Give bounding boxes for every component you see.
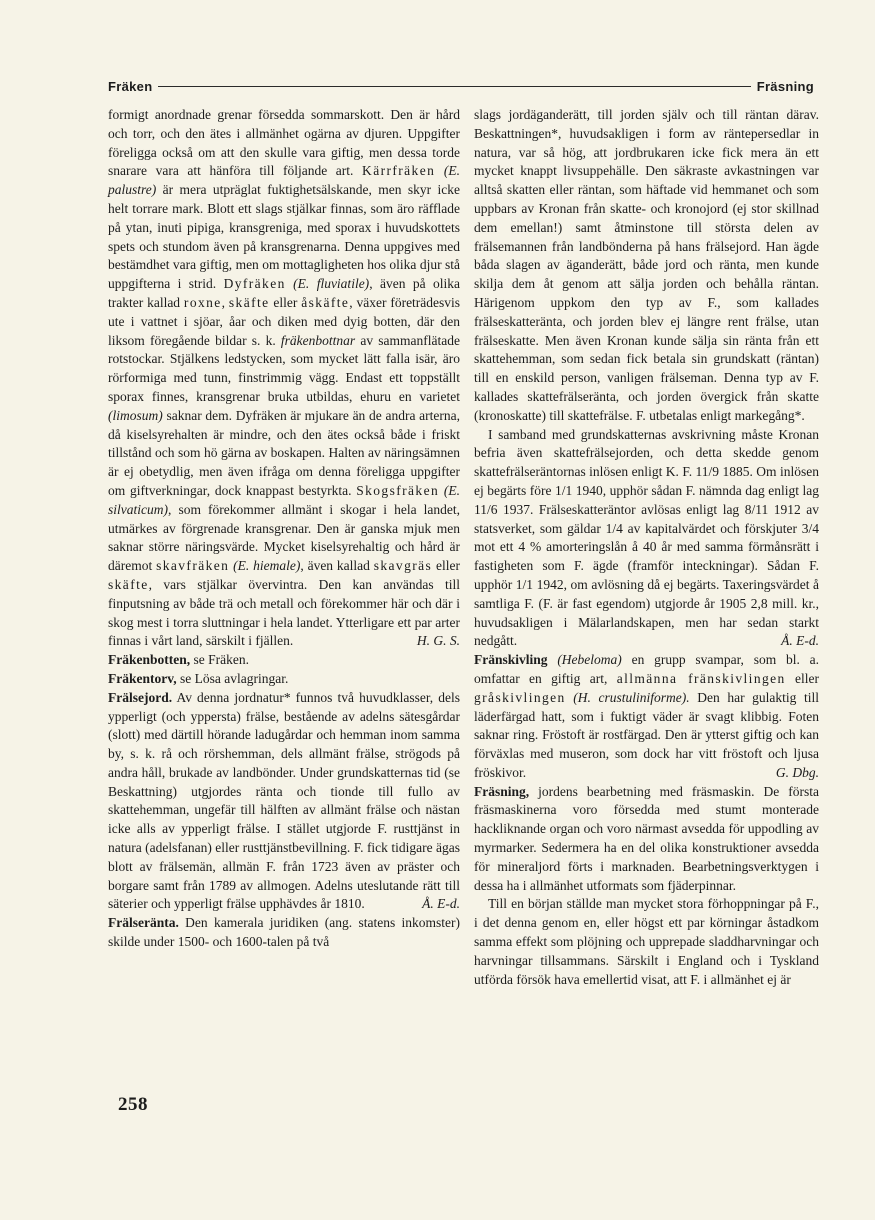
entry-text: , som förekommer allmänt i skogar i hela landet, utmärkes av förgrenade kransgrenar. Den är ganska mjuk men saknar större näringsvärde. Mycket kiselsyrehaltig och hård är däremot — [108, 501, 460, 574]
latin-name: (E. fluviatile) — [293, 276, 370, 292]
vernacular-name: roxne — [183, 294, 222, 310]
entry-text: av sammanflätade rotstockar. Stjälkens ledstycken, som mycket lätt falla isär, äro rörformiga med tunn, finstrimmig vägg. Endast ett toppställt sporax finnes, kransgrenar bruka utbildas, ehuru en varietet — [108, 332, 460, 404]
headword: Fränskivling — [474, 652, 548, 668]
entry-text: se Lösa avlagringar. — [180, 670, 289, 686]
entry-text: formigt anordnade grenar försedda sommarskott. Den är hård och torr, och den ätes i allmänhet ogärna av djuren. Uppgifter föreligga också om att den skulle vara giftig, men dessa torde snarare vara att hänföra till följande art. — [108, 107, 460, 179]
right-column — [474, 106, 819, 989]
latin-name: (E. hiemale) — [233, 558, 301, 574]
latin-name: (Hebeloma) — [557, 652, 622, 668]
entry-text: eller — [795, 670, 820, 686]
headword: Frälsejord. — [108, 689, 173, 705]
entry-text: Av denna jordnatur* funnos två huvudklasser, dels ypperligt (och yppersta) frälse, bestående av adelns sätesgårdar (slott) med därtill hörande ladugårdar och hemman inom samma by, s. k. rå och rörshemman, dels allmänt frälse, strögods på andra håll, brukade av landbönder. Under grundskatternas tid (se Beskattning) utgjordes ränta och tionde till fullo av skattehemman, ungefär till hälften av allmänt frälse och nästan icke alls av ypperligt frälse. I stället utgjorde F. rusttjänst in natura (adelsfanan) eller rusttjänstbevillning. F. fick tidigare ägas blott av frälsemän, allmän F. från 1723 även av präster och borgare samt från 1789 av allmogen. Adelns uteslutande rätt till säterier och ypperligt frälse upphävdes år 1810. — [108, 689, 460, 912]
entry-text: slags jordäganderätt, till jorden själv och till räntan därav. Beskattningen*, huvudsakligen i form av räntepersedlar in natura, var så hög, att jordbrukaren icke fick mera än ett mycket knappt livsuppehälle. Den säkraste avkastningen var alltså skatten eller räntan, som häftade vid hemmanet och som uppbars av Kronan från skatte- och kronojord (ej stor skillnad dem emellan!) samt åtminstone till största delen av frälsemannen från landbönderna på hans frälsejord. Han ägde båda slagen av äganderätt, både jord och ränta, men kunde skilja dem åt genom att sälja jorden och behålla räntan. Härigenom uppkom den typ av F., som kallades frälseskatteränta, och jorden blev ej längre rent frälse, utan frälseskatte. Men även Kronan kunde sälja sin ränta från ett skattehemman, som sedan fick betala sin grundskatt (räntan) till en enskild person, vanligen frälseman. Denna typ av F. kallades skattefrälseränta, och jorden övergick från skatte (kronoskatte) till skattefrälse. F. utbetalas enligt markegång*. — [474, 107, 819, 423]
entry-text: en grupp svampar, som bl. a. omfattar en giftig art, — [474, 652, 820, 686]
author-signature: Å. E-d. — [422, 896, 460, 912]
entry-text: , även på olika trakter kallad — [108, 276, 460, 310]
latin-name: (E. silvaticum) — [108, 482, 460, 517]
entry-text: , vars stjälkar övervintra. Den kan användas till finputsning av både trä och metall och förekommer här och där i skog mest i torra sluttningar i hela landet. Ytterligare ett par arter finnas i vårt land, särskilt i fjällen. — [108, 576, 460, 649]
entry-frasning — [474, 783, 819, 896]
vernacular-name: allmänna fränskivlingen — [616, 670, 786, 686]
entry-text: eller — [273, 294, 298, 310]
vernacular-name: skäfte — [108, 576, 149, 592]
species-name: Skogsfräken — [356, 482, 440, 498]
species-name: Kärrfräken — [362, 163, 436, 179]
entry-text: eller — [436, 558, 460, 574]
vernacular-name: skavgräs — [373, 558, 433, 574]
entry-fralseranta-paragraph — [474, 426, 819, 652]
left-column — [108, 106, 460, 952]
entry-fraken-continued — [108, 106, 460, 651]
entry-fralseranta-continued — [474, 106, 819, 426]
vernacular-name: skäfte — [228, 294, 270, 310]
vernacular-name: åskäfte — [301, 294, 350, 310]
entry-frakentorv — [108, 670, 460, 689]
headword: Frälseränta. — [108, 915, 179, 931]
header-rule — [158, 86, 750, 87]
author-signature: H. G. S. — [416, 633, 460, 649]
running-header — [108, 76, 814, 96]
headword: Fräsning, — [474, 783, 530, 799]
author-signature: Å. E-d. — [781, 633, 819, 649]
entry-frakenbotten — [108, 651, 460, 670]
header-left-word: Fräken — [108, 78, 153, 94]
entry-text: är mera utpräglat fuktighetsälskande, men skyr icke helt torrare mark. Blott ett slags stjälkar finnas, som äro räfflade på ytan, inuti pipiga, kransgreniga, med sporax i huvudskottets spets och stundom även på kransgrenarna. Denna uppgives med bestämdhet vara giftig, men om mottagligheten hos olika djur stå uppgifterna i strid. — [108, 182, 460, 292]
entry-frasning-paragraph — [474, 895, 819, 989]
vernacular-name: gråskivlingen — [474, 689, 566, 705]
headword: Fräkenbotten, — [108, 652, 191, 668]
author-signature: G. Dbg. — [775, 764, 819, 780]
entry-text: I samband med grundskatternas avskrivning måste Kronan befria även skattefrälsejorden, och detta skedde genom skattefrälseräntornas inlösen enligt K. F. 11/9 1885. Om inlösen ej begärts före 1/1 1940, upphör sådan F. nämnda dag enligt lag 11/6 1937. Frälseskatteräntor avlösas enligt lag 8/11 1912 av statsverket, som gäldar 1/4 av kapitalvärdet och förskjuter 3/4 mot ett 4 % amorteringslån å 40 år med samma förmånsrätt i fastigheten som F. ägde (framför inteckningar). Sådan F. upphör 1/1 1942, om avlösning då ej begärts. Taxeringsvärdet å samtliga F. (F. är fast egendom) utgjorde år 1905 2,8 mill. kr., huvudsakligen i Mälarlandskapen, men har sedan starkt nedgått. — [474, 426, 819, 649]
entry-text: saknar dem. Dyfräken är mjukare än de andra arterna, då kiselsyrehalten är mindre, och den ätes också både i friskt tillstånd och som hö gärna av boskapen. Halten av näringsämnen är ej obetydlig, men även ifråga om denna föreligga uppgifter om giftverkningar, dock knappast bestyrkta. — [108, 407, 460, 498]
entry-text: Till en början ställde man mycket stora förhoppningar på F., i det denna genom en, eller högst ett par körningar åstadkom samma effekt som plöjning och upprepade sladdharvningar och harvningar tillsammans. Särskilt i England och i Tyskland utförda försök hava emellertid visat, att F. i allmänhet ej är — [474, 896, 819, 987]
latin-name: (H. crustuliniforme). — [573, 689, 690, 705]
entry-text: , växer företrädesvis ute i vattnet i sjöar, åar och diken med dyig botten, där den liksom föregående bildar s. k. — [108, 294, 461, 348]
header-right-word: Fräsning — [756, 78, 814, 94]
punctuation: , — [221, 294, 226, 310]
species-name: skavfräken — [156, 558, 230, 574]
entry-text: se Fräken. — [193, 652, 249, 668]
entry-text: Den kamerala juridiken (ang. statens inkomster) skilde under 1500- och 1600-talen på två — [108, 915, 460, 950]
term: fräkenbottnar — [280, 332, 356, 348]
entry-text: jordens bearbetning med fräsmaskin. De första fräsmaskinerna voro försedda med stumt monterade hackliknande organ och voro närmast avsedda för uppodling av myrmarker. Sedermera ha en del olika konstruktioner avsedda för mineraljord förts i marknaden. Bearbetningsverktygen i dessa ha i allmänhet utformats som fjäderpinnar. — [474, 783, 820, 893]
page-number: 258 — [118, 1094, 148, 1115]
latin-name: (E. palustre) — [108, 163, 460, 198]
entry-text: , även kallad — [300, 558, 370, 574]
species-name: Dyfräken — [223, 276, 286, 292]
entry-text: Den har gulaktig till läderfärgad hatt, som i fuktigt väder är svagt klibbig. Foten saknar ring. Fröstoft är rostfärgad. Den är ytterst giftig och kan förväxlas med museron, som dock har vitt fröstoft och ljusa fröskivor. — [474, 689, 820, 780]
entry-fralseranta — [108, 914, 460, 952]
headword: Fräkentorv, — [108, 670, 177, 686]
entry-fralsejord — [108, 689, 460, 915]
latin-name: (limosum) — [108, 407, 163, 423]
entry-franskivling — [474, 651, 819, 783]
